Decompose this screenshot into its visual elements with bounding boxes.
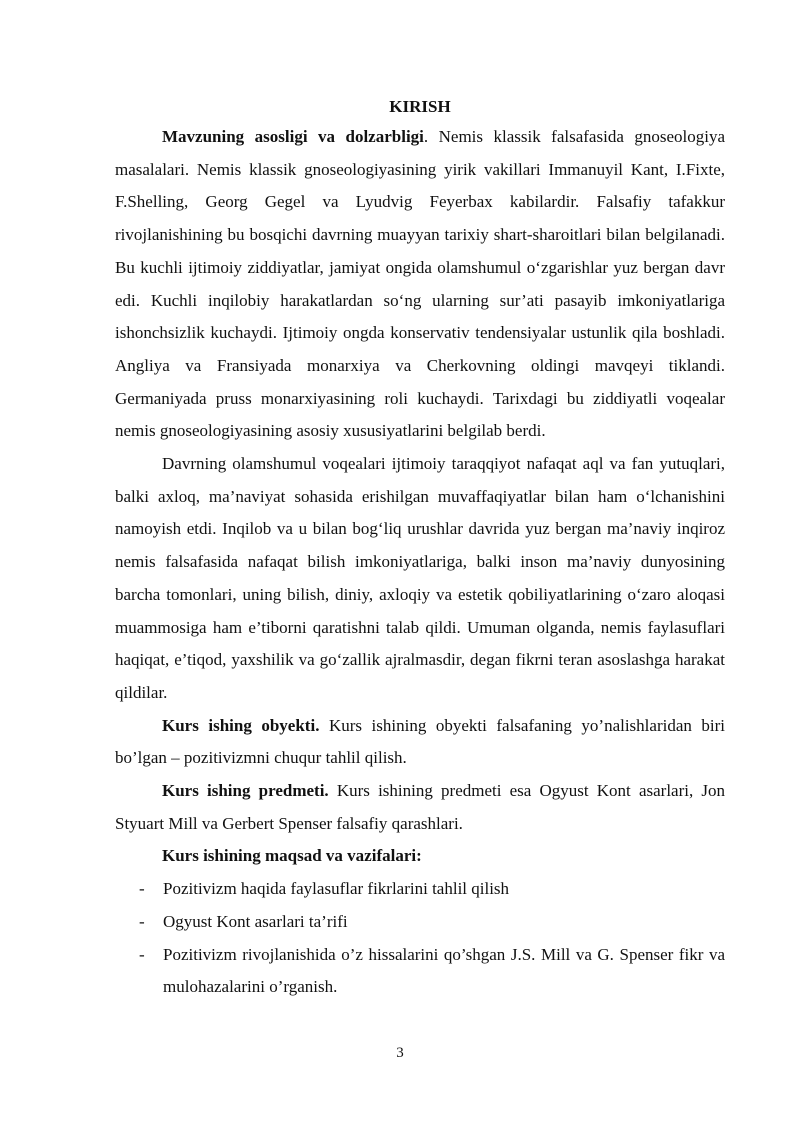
list-item-text: Ogyust Kont asarlari ta’rifi xyxy=(163,911,348,931)
paragraph-lead: Mavzuning asosligi va dolzarbligi xyxy=(162,127,424,146)
paragraph-goals xyxy=(115,840,725,873)
page-title: KIRISH xyxy=(389,97,451,116)
paragraph-text: Kurs ishining obyekti falsafaning yo’nalishlaridan biri bo’lgan – pozitivizmni chuqur tahlil qilish. xyxy=(115,715,725,768)
goals-list xyxy=(115,873,725,1004)
paragraph-subject xyxy=(115,775,725,840)
list-dash: - xyxy=(139,944,145,964)
list-item-text: Pozitivizm rivojlanishida o’z hissalarini qo’shgan J.S. Mill va G. Spenser fikr va mulohazalarini o’rganish. xyxy=(163,944,725,997)
list-dash: - xyxy=(139,911,145,931)
paragraph-lead: Kurs ishining maqsad va vazifalari: xyxy=(162,846,422,866)
page-number: 3 xyxy=(396,1045,404,1061)
document-page xyxy=(115,93,725,1004)
paragraph-text: Kurs ishining predmeti esa Ogyust Kont asarlari, Jon Styuart Mill va Gerbert Spenser falsafiy qarashlari. xyxy=(115,781,726,833)
paragraph-context: Davrning olamshumul voqealari ijtimoiy taraqqiyot nafaqat aql va fan yutuqlari, balki axloq, ma’naviyat sohasida erishilgan muvaffaqiyatlar bilan ham o‘lchanishini namoyish etdi. Inqilob va u bilan bog‘liq urushlar davrida yuz bergan ma’naviy inqiroz nemis falsafasida nafaqat bilish imkoniyatlariga, balki inson ma’naviy dunyosining barcha tomonlari, uning bilish, diniy, axloqiy va estetik qobiliyatlarining o‘zaro aloqasi muammosiga ham e’tiborni qaratishni talab qildi. Umuman olganda, nemis faylasuflari haqiqat, e’tiqod, yaxshilik va go‘zallik ajralmasdir, degan fikrni teran asoslashga harakat qildilar. xyxy=(115,454,725,702)
list-dash: - xyxy=(139,879,145,899)
paragraph-lead: Kurs ishing predmeti. xyxy=(162,781,329,801)
paragraph-relevance xyxy=(115,121,725,448)
list-item xyxy=(115,873,725,906)
paragraph-object xyxy=(115,710,725,775)
list-item-text: Pozitivizm haqida faylasuflar fikrlarini tahlil qilish xyxy=(163,879,510,899)
paragraph-text: . Nemis klassik falsafasida gnoseologiya masalalari. Nemis klassik gnoseologiyasining yirik vakillari Immanuyil Kant, I.Fixte, F.Shelling, Georg Gegel va Lyudvig Feyerbax kabilardir. Falsafiy tafakkur rivojlanishining bu bosqichi davrning muayyan tarixiy shart-sharoitlari bilan belgilanadi. Bu kuchli ijtimoiy ziddiyatlar, jamiyat ongida olamshumul o‘zgarishlar yuz bergan davr edi. Kuchli inqilobiy harakatlardan so‘ng ularning sur’ati pasayib imkoniyatlariga ishonchsizlik kuchaydi. Ijtimoiy ongda konservativ tendensiyalar ustunlik qila boshladi. Angliya va Fransiyada monarxiya va Cherkovning oldingi mavqeyi tiklandi. Germaniyada pruss monarxiyasining roli kuchaydi. Tarixdagi bu ziddiyatli voqealar nemis gnoseologiyasining asosiy xususiyatlarini belgilab berdi. xyxy=(115,127,725,441)
list-item xyxy=(115,939,725,1004)
paragraph-lead: Kurs ishing obyekti. xyxy=(162,715,320,735)
list-item xyxy=(115,906,725,939)
